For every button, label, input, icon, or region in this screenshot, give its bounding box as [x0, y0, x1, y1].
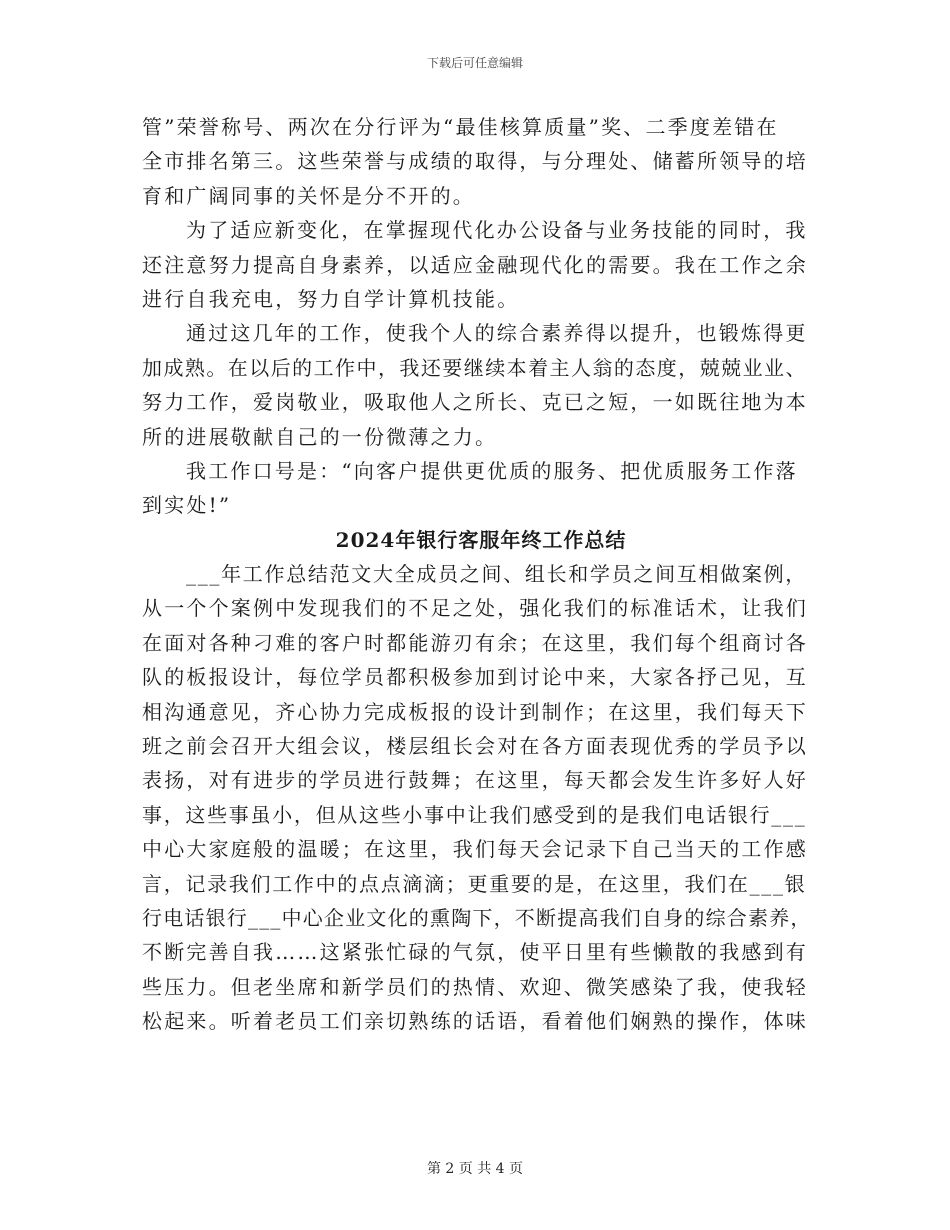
text-line: 事，这些事虽小，但从这些小事中让我们感受到的是我们电话银行___ [142, 802, 807, 827]
paragraph-start: 我工作口号是：“向客户提供更优质的服务、把优质服务工作落 [186, 458, 798, 483]
text-line: 从一个个案例中发现我们的不足之处，强化我们的标准话术，让我们 [142, 596, 808, 621]
text-line: 相沟通意见，齐心协力完成板报的设计到制作；在这里，我们每天下 [142, 699, 808, 724]
text-line: 进行自我充电，努力自学计算机技能。 [142, 286, 520, 311]
paragraph-start: ___年工作总结范文大全成员之间、组长和学员之间互相做案例， [186, 562, 807, 587]
text-line: 所的进展敬献自己的一份微薄之力。 [142, 424, 498, 449]
text-line: 到实处!” [142, 493, 232, 518]
text-line: 松起来。听着老员工们亲切熟练的话语，看着他们娴熟的操作，体味 [142, 1009, 808, 1034]
text-line: 不断完善自我……这紧张忙碌的气氛，使平日里有些懒散的我感到有 [142, 940, 808, 965]
page-footer: 第 2 页 共 4 页 [426, 1161, 524, 1177]
text-line: 些压力。但老坐席和新学员们的热情、欢迎、微笑感染了我，使我轻 [142, 974, 808, 999]
text-line: 加成熟。在以后的工作中，我还要继续本着主人翁的态度，兢兢业业、 [142, 355, 807, 380]
text-line: 全市排名第三。这些荣誉与成绩的取得，与分理处、储蓄所领导的培 [142, 149, 808, 174]
text-line: 中心大家庭般的温暖；在这里，我们每天会记录下自己当天的工作感 [142, 837, 808, 862]
text-line: 队的板报设计，每位学员都积极参加到讨论中来，大家各抒己见，互 [142, 665, 808, 690]
paragraph-start: 通过这几年的工作，使我个人的综合素养得以提升，也锻炼得更 [186, 321, 808, 346]
text-line: 表扬，对有进步的学员进行鼓舞；在这里，每天都会发生许多好人好 [142, 768, 808, 793]
text-line: 行电话银行___中心企业文化的熏陶下，不断提高我们自身的综合素养， [142, 905, 812, 930]
text-line: 言，记录我们工作中的点点滴滴；更重要的是，在这里，我们在___银 [142, 871, 807, 896]
section-title: 2024年银行客服年终工作总结 [335, 527, 627, 552]
text-line: 管”荣誉称号、两次在分行评为“最佳核算质量”奖、二季度差错在 [142, 115, 779, 139]
text-line: 努力工作，爱岗敬业，吸取他人之所长、克已之短，一如既往地为本 [142, 390, 808, 415]
text-line: 班之前会召开大组会议，楼层组长会对在各方面表现优秀的学员予以 [142, 734, 808, 759]
text-line: 还注意努力提高自身素养，以适应金融现代化的需要。我在工作之余 [142, 252, 808, 277]
document-body [142, 110, 812, 1039]
page-header: 下载后可任意编辑 [426, 56, 523, 70]
paragraph-start: 为了适应新变化，在掌握现代化办公设备与业务技能的同时，我 [186, 218, 808, 243]
text-line: 育和广阔同事的关怀是分不开的。 [142, 183, 475, 208]
text-line: 在面对各种刁难的客户时都能游刃有余；在这里，我们每个组商讨各 [142, 630, 808, 655]
